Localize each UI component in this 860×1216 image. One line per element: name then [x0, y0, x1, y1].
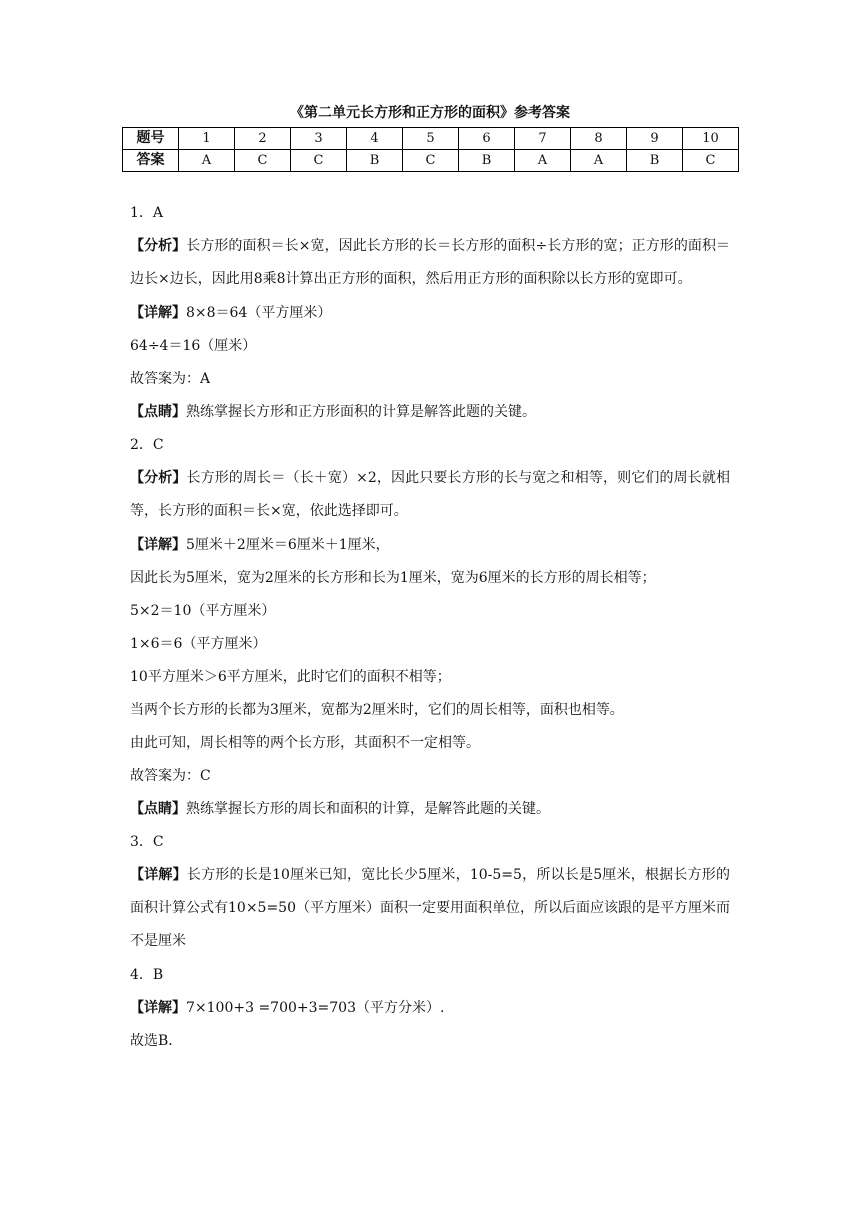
- question-number-cell: 6: [459, 128, 515, 150]
- q2-detail-line: 1×6＝6（平方厘米）: [130, 636, 267, 652]
- answer-cell: A: [515, 150, 571, 172]
- q1-analysis: [130, 230, 730, 296]
- q2-answer: 故答案为：C: [130, 768, 211, 784]
- q3-heading: 3．C: [130, 834, 164, 850]
- q4-heading: 4．B: [130, 967, 164, 983]
- question-number-cell: 8: [571, 128, 627, 150]
- detail-tag: 【详解】: [130, 537, 186, 553]
- question-number-row: [123, 128, 739, 150]
- answer-table: [122, 127, 739, 172]
- q2-analysis: [130, 462, 730, 528]
- question-number-cell: 2: [235, 128, 291, 150]
- answer-cell: C: [235, 150, 291, 172]
- q1-analysis-text: 长方形的面积＝长×宽，因此长方形的长＝长方形的面积÷长方形的宽；正方形的面积＝边长×边长，因此用8乘8计算出正方形的面积，然后用正方形的面积除以长方形的宽即可。: [130, 238, 730, 287]
- answer-header: 答案: [123, 150, 179, 172]
- q1-comment: [130, 401, 730, 423]
- q1-answer: 故答案为：A: [130, 371, 211, 387]
- comment-tag: 【点睛】: [130, 404, 186, 420]
- comment-tag: 【点睛】: [130, 801, 186, 817]
- q2-detail-line: 因此长为5厘米，宽为2厘米的长方形和长为1厘米，宽为6厘米的长方形的周长相等；: [130, 570, 656, 586]
- q3-detail: [130, 859, 730, 958]
- q2-detail-line: 10平方厘米＞6平方厘米，此时它们的面积不相等；: [130, 669, 451, 685]
- question-number-cell: 7: [515, 128, 571, 150]
- q1-detail-line: 64÷4＝16（厘米）: [130, 338, 257, 354]
- solutions-body: [130, 202, 730, 1063]
- analysis-tag: 【分析】: [130, 238, 187, 254]
- q3-detail-text: 长方形的长是10厘米已知，宽比长少5厘米，10-5=5，所以长是5厘米，根据长方形的面积计算公式有10×5=50（平方厘米）面积一定要用面积单位，所以后面应该跟的是平方厘米而不是厘米: [130, 867, 731, 949]
- detail-tag: 【详解】: [130, 867, 187, 883]
- answer-cell: B: [459, 150, 515, 172]
- q2-detail-line: 5×2＝10（平方厘米）: [130, 603, 276, 619]
- q1-heading: 1．A: [130, 205, 164, 221]
- detail-tag: 【详解】: [130, 305, 186, 321]
- answer-cell: C: [291, 150, 347, 172]
- q1-detail-text: 8×8＝64（平方厘米）: [186, 305, 332, 321]
- answer-row: [123, 150, 739, 172]
- q2-detail-line: 由此可知，周长相等的两个长方形，其面积不一定相等。: [130, 735, 480, 751]
- q4-detail: [130, 997, 730, 1019]
- q1-detail: [130, 302, 730, 324]
- q1-comment-text: 熟练掌握长方形和正方形面积的计算是解答此题的关键。: [186, 404, 536, 420]
- question-number-cell: 1: [179, 128, 235, 150]
- analysis-tag: 【分析】: [130, 470, 187, 486]
- q2-analysis-text: 长方形的周长＝（长＋宽）×2，因此只要长方形的长与宽之和相等，则它们的周长就相等，长方形的面积＝长×宽，依此选择即可。: [130, 470, 731, 519]
- q2-heading: 2．C: [130, 437, 164, 453]
- q2-comment-text: 熟练掌握长方形的周长和面积的计算，是解答此题的关键。: [186, 801, 550, 817]
- q2-detail-text: 5厘米＋2厘米＝6厘米＋1厘米，: [186, 537, 390, 553]
- answer-cell: A: [571, 150, 627, 172]
- answer-cell: A: [179, 150, 235, 172]
- question-number-cell: 4: [347, 128, 403, 150]
- q2-detail: [130, 534, 730, 556]
- question-number-cell: 10: [683, 128, 739, 150]
- page-title: 《第二单元长方形和正方形的面积》参考答案: [290, 105, 570, 121]
- detail-tag: 【详解】: [130, 1000, 186, 1016]
- answer-cell: C: [403, 150, 459, 172]
- question-number-header: 题号: [123, 128, 179, 150]
- q2-comment: [130, 798, 730, 820]
- q4-detail-text: 7×100+3 =700+3=703（平方分米）.: [186, 1000, 445, 1016]
- answer-cell: B: [627, 150, 683, 172]
- q4-answer: 故选B．: [130, 1033, 183, 1049]
- question-number-cell: 5: [403, 128, 459, 150]
- answer-cell: B: [347, 150, 403, 172]
- q2-detail-line: 当两个长方形的长都为3厘米，宽都为2厘米时，它们的周长相等，面积也相等。: [130, 702, 624, 718]
- question-number-cell: 3: [291, 128, 347, 150]
- question-number-cell: 9: [627, 128, 683, 150]
- answer-cell: C: [683, 150, 739, 172]
